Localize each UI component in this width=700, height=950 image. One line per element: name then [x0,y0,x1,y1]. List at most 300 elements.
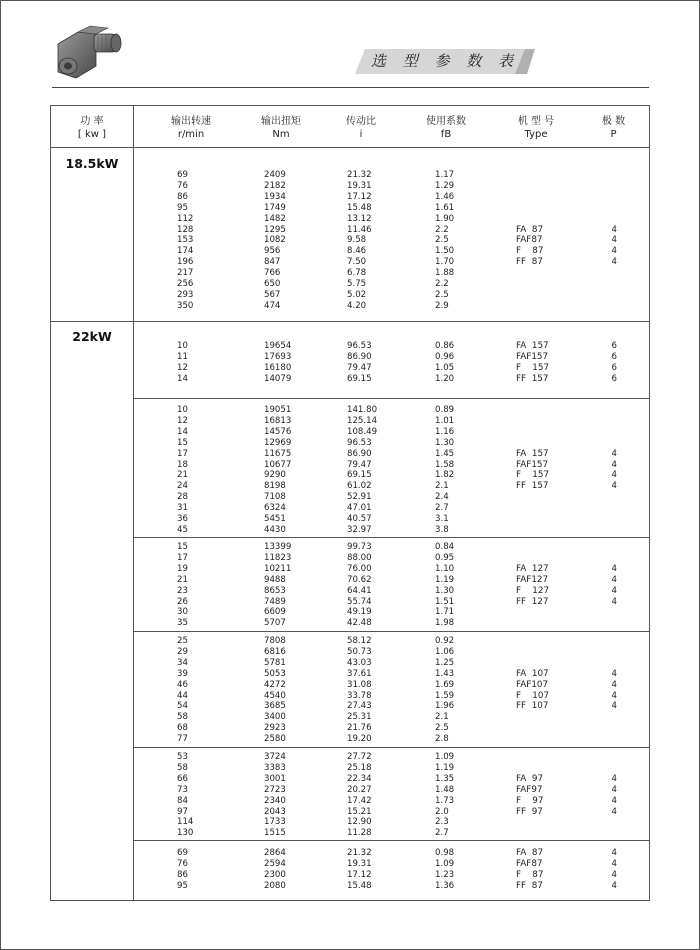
pole-cell: 4 [611,773,617,784]
speed-cell: 15 [177,437,188,448]
factor-cell: 1.10 [435,563,455,574]
torque-column [264,542,291,629]
speed-cell: 69 [177,848,188,858]
speed-cell: 174 [177,246,194,257]
factor-cell: 1.59 [435,690,455,701]
ratio-cell: 17.42 [347,795,372,806]
torque-cell: 19051 [264,405,292,415]
speed-cell: 128 [177,224,194,235]
torque-column [264,341,291,385]
torque-cell: 2340 [264,795,286,806]
torque-cell: 956 [264,246,281,257]
selection-table [50,105,650,901]
ratio-cell: 17.12 [347,869,372,880]
speed-column [177,636,188,745]
fb-column [435,752,454,839]
torque-cell: 5053 [264,668,286,679]
speed-cell: 84 [177,795,188,806]
speed-cell: 58 [177,712,188,723]
type-cell: FA 97 [516,773,544,784]
ratio-cell: 79.47 [347,362,372,373]
type-cell: FAF87 [516,235,543,246]
speed-cell: 28 [177,492,188,503]
type-cell: FA 87 [516,848,544,858]
pole-cell: 4 [611,679,617,690]
header-pole-label: 极 数 [601,116,626,127]
pole-cell: 4 [611,224,617,235]
ratio-cell: 11.46 [347,224,372,235]
pole-cell: 4 [611,585,617,596]
factor-cell: 2.5 [435,723,449,734]
type-cell: F 97 [516,795,544,806]
speed-cell: 217 [177,268,194,279]
ratio-cell: 7.50 [347,257,367,268]
speed-cell: 76 [177,858,188,869]
torque-cell: 7108 [264,492,286,503]
type-cell: FF 157 [516,373,549,384]
pole-cell: 4 [611,470,617,481]
ratio-cell: 69.15 [347,470,372,481]
torque-cell: 1515 [264,828,286,839]
type-cell: F 87 [516,246,544,257]
gear-motor-image [52,22,124,84]
torque-cell: 4272 [264,679,286,690]
torque-cell: 6816 [264,646,286,657]
torque-cell: 2300 [264,869,286,880]
ratio-cell: 61.02 [347,481,372,492]
ratio-cell: 15.48 [347,880,372,891]
header-power [51,115,133,141]
type-cell: F 157 [516,362,550,373]
pole-cell: 4 [611,806,617,817]
torque-cell: 3724 [264,752,286,762]
type-cell: FAF157 [516,351,549,362]
factor-cell: 1.25 [435,657,455,668]
page-title: 选 型 参 数 表 [370,52,520,70]
factor-cell: 1.29 [435,180,455,191]
pole-cell: 4 [611,858,617,869]
torque-cell: 17693 [264,351,292,362]
speed-cell: 17 [177,552,188,563]
ratio-cell: 47.01 [347,503,372,514]
factor-cell: 1.01 [435,415,455,426]
factor-cell: 1.90 [435,213,455,224]
torque-cell: 5451 [264,514,286,525]
factor-cell: 3.8 [435,524,449,535]
torque-cell: 1749 [264,202,286,213]
type-cell: FF 87 [516,880,543,891]
factor-cell: 1.06 [435,646,455,657]
ratio-cell: 79.47 [347,459,372,470]
header-speed-label: 输出转速 [171,116,211,127]
type-column [516,341,549,385]
speed-cell: 24 [177,481,188,492]
header-factor-label: 使用系数 [426,116,466,127]
ratio-cell: 70.62 [347,574,372,585]
header-speed-unit: r/min [177,129,205,140]
torque-column [264,636,286,745]
pole-cell: 4 [611,235,617,246]
ratio-cell: 15.21 [347,806,372,817]
header-torque-label: 输出扭矩 [261,116,301,127]
factor-cell: 2.2 [435,224,449,235]
ratio-cell: 69.15 [347,373,372,384]
ratio-cell: 19.31 [347,858,372,869]
torque-cell: 3685 [264,701,286,712]
pole-column [609,669,617,713]
ratio-cell: 20.27 [347,784,372,795]
fb-column [435,848,454,892]
type-cell: F 87 [516,869,544,880]
torque-column [264,752,286,839]
speed-cell: 95 [177,202,188,213]
torque-cell: 2182 [264,180,286,191]
speed-cell: 68 [177,723,188,734]
factor-cell: 1.43 [435,668,455,679]
torque-cell: 7489 [264,596,286,607]
pole-cell: 4 [611,596,617,607]
torque-cell: 5707 [264,618,286,629]
factor-cell: 2.7 [435,503,449,514]
factor-cell: 1.69 [435,679,455,690]
ratio-cell: 6.78 [347,268,367,279]
type-cell: FA 127 [516,563,549,574]
factor-cell: 2.1 [435,712,449,723]
torque-cell: 7808 [264,636,286,646]
pole-cell: 4 [611,668,617,679]
factor-cell: 1.70 [435,257,455,268]
ratio-cell: 13.12 [347,213,372,224]
ratio-cell: 19.20 [347,734,372,745]
type-cell: FF 127 [516,596,549,607]
speed-cell: 39 [177,668,188,679]
factor-cell: 3.1 [435,514,449,525]
speed-cell: 26 [177,596,188,607]
ratio-cell: 8.46 [347,246,367,257]
factor-cell: 2.9 [435,300,449,311]
torque-cell: 11823 [264,552,292,563]
pole-column [609,341,617,385]
pole-cell: 6 [611,341,617,351]
speed-cell: 17 [177,448,188,459]
torque-cell: 2723 [264,784,286,795]
group-divider [134,747,649,748]
pole-cell: 4 [611,246,617,257]
factor-cell: 1.23 [435,869,455,880]
type-cell: F 157 [516,470,550,481]
speed-cell: 54 [177,701,188,712]
torque-cell: 1082 [264,235,286,246]
factor-cell: 0.92 [435,636,455,646]
factor-cell: 2.4 [435,492,449,503]
torque-cell: 10211 [264,563,292,574]
speed-cell: 153 [177,235,194,246]
torque-cell: 5781 [264,657,286,668]
speed-cell: 130 [177,828,194,839]
ratio-cell: 32.97 [347,524,372,535]
speed-cell: 86 [177,191,188,202]
torque-cell: 6324 [264,503,286,514]
pole-cell: 4 [611,880,617,891]
pole-cell: 4 [611,701,617,712]
speed-cell: 95 [177,880,188,891]
factor-cell: 1.96 [435,701,455,712]
torque-cell: 9290 [264,470,286,481]
speed-column [177,405,188,536]
factor-cell: 0.86 [435,341,455,351]
group-divider [134,631,649,632]
ratio-cell: 125.14 [347,415,378,426]
factor-cell: 0.84 [435,542,455,552]
torque-cell: 474 [264,300,281,311]
type-cell: FAF87 [516,858,543,869]
factor-cell: 1.46 [435,191,455,202]
torque-cell: 1482 [264,213,286,224]
ratio-cell: 12.90 [347,817,372,828]
fb-column [435,405,454,536]
ratio-cell: 37.61 [347,668,372,679]
ratio-cell: 21.76 [347,723,372,734]
ratio-cell: 49.19 [347,607,372,618]
ratio-cell: 99.73 [347,542,372,552]
torque-cell: 10677 [264,459,292,470]
ratio-cell: 5.75 [347,279,367,290]
pole-column [609,225,617,269]
factor-cell: 1.09 [435,752,455,762]
ratio-cell: 21.32 [347,848,372,858]
ratio-cell: 4.20 [347,300,367,311]
speed-cell: 18 [177,459,188,470]
factor-cell: 1.61 [435,202,455,213]
type-cell: FAF97 [516,784,543,795]
ratio-cell: 5.02 [347,289,367,300]
torque-cell: 19654 [264,341,292,351]
factor-cell: 2.3 [435,817,449,828]
speed-column [177,752,193,839]
torque-cell: 567 [264,289,281,300]
speed-cell: 293 [177,289,194,300]
power-label: 18.5kW [65,156,119,171]
header-type-label: 机 型 号 [517,116,555,127]
pole-cell: 4 [611,459,617,470]
header-pole-unit: P [610,129,617,140]
ratio-cell: 33.78 [347,690,372,701]
type-cell: FAF157 [516,459,549,470]
torque-cell: 1733 [264,817,286,828]
factor-cell: 1.71 [435,607,455,618]
torque-cell: 11675 [264,448,292,459]
speed-cell: 45 [177,524,188,535]
header-pole [576,115,651,141]
factor-cell: 2.5 [435,289,449,300]
pole-cell: 4 [611,848,617,858]
torque-column [264,405,291,536]
ratio-column [347,636,372,745]
speed-column [177,170,193,312]
header-ratio-unit: i [359,129,363,140]
factor-cell: 1.05 [435,362,455,373]
speed-cell: 25 [177,636,188,646]
factor-cell: 1.45 [435,448,455,459]
torque-column [264,170,286,312]
speed-column [177,848,188,892]
factor-cell: 2.5 [435,235,449,246]
ratio-column [347,542,372,629]
ratio-cell: 17.12 [347,191,372,202]
fb-column [435,542,454,629]
speed-cell: 58 [177,762,188,773]
speed-cell: 66 [177,773,188,784]
torque-cell: 13399 [264,542,292,552]
type-column [516,669,549,713]
pole-column [609,848,617,892]
ratio-cell: 15.48 [347,202,372,213]
ratio-cell: 108.49 [347,426,378,437]
factor-cell: 1.19 [435,574,455,585]
type-column [516,774,543,818]
speed-cell: 44 [177,690,188,701]
speed-cell: 256 [177,279,194,290]
ratio-cell: 96.53 [347,437,372,448]
ratio-cell: 52.91 [347,492,372,503]
factor-cell: 1.30 [435,585,455,596]
type-cell: F 127 [516,585,550,596]
torque-cell: 4540 [264,690,286,701]
speed-cell: 10 [177,405,188,415]
ratio-cell: 96.53 [347,341,372,351]
type-cell: FA 157 [516,341,549,351]
speed-cell: 21 [177,574,188,585]
header-type-unit: Type [524,129,548,140]
ratio-cell: 19.31 [347,180,372,191]
group-divider [134,398,649,399]
speed-cell: 34 [177,657,188,668]
header-divider [51,147,649,148]
ratio-column [347,405,377,536]
ratio-cell: 22.34 [347,773,372,784]
type-cell: FAF127 [516,574,549,585]
ratio-cell: 86.90 [347,351,372,362]
type-cell: FF 97 [516,806,543,817]
pole-cell: 6 [611,362,617,373]
torque-cell: 2080 [264,880,286,891]
type-column [516,225,543,269]
factor-cell: 1.82 [435,470,455,481]
factor-cell: 2.2 [435,279,449,290]
torque-cell: 9488 [264,574,286,585]
speed-cell: 14 [177,426,188,437]
pole-cell: 4 [611,448,617,459]
torque-cell: 2594 [264,858,286,869]
torque-cell: 14576 [264,426,292,437]
torque-cell: 2580 [264,734,286,745]
factor-cell: 1.19 [435,762,455,773]
factor-cell: 1.48 [435,784,455,795]
type-cell: FA 87 [516,224,544,235]
speed-cell: 30 [177,607,188,618]
pole-cell: 4 [611,257,617,268]
factor-cell: 1.98 [435,618,455,629]
torque-cell: 847 [264,257,281,268]
ratio-cell: 55.74 [347,596,372,607]
header-power-label: 功 率 [80,116,104,127]
speed-cell: 350 [177,300,194,311]
factor-cell: 1.09 [435,858,455,869]
torque-cell: 4430 [264,524,286,535]
section-divider [51,321,649,322]
factor-cell: 2.1 [435,481,449,492]
top-rule [52,87,649,88]
column-divider [133,106,134,900]
torque-column [264,848,286,892]
speed-cell: 73 [177,784,188,795]
torque-cell: 650 [264,279,281,290]
speed-cell: 12 [177,415,188,426]
torque-cell: 3383 [264,762,286,773]
type-cell: FA 107 [516,668,549,679]
header-ratio-label: 传动比 [346,116,376,127]
type-cell: FF 157 [516,481,549,492]
torque-cell: 2864 [264,848,286,858]
ratio-cell: 42.48 [347,618,372,629]
ratio-cell: 25.31 [347,712,372,723]
factor-cell: 1.17 [435,170,455,180]
speed-cell: 114 [177,817,194,828]
ratio-cell: 43.03 [347,657,372,668]
factor-cell: 0.95 [435,552,455,563]
factor-cell: 1.88 [435,268,455,279]
torque-cell: 1295 [264,224,286,235]
type-cell: FA 157 [516,448,549,459]
torque-cell: 3400 [264,712,286,723]
factor-cell: 1.35 [435,773,455,784]
ratio-cell: 64.41 [347,585,372,596]
factor-cell: 1.73 [435,795,455,806]
fb-column [435,341,454,385]
type-cell: FF 107 [516,701,549,712]
pole-cell: 4 [611,690,617,701]
ratio-cell: 27.72 [347,752,372,762]
speed-cell: 31 [177,503,188,514]
group-divider [134,840,649,841]
header-type [496,115,576,141]
speed-cell: 53 [177,752,188,762]
factor-cell: 2.7 [435,828,449,839]
ratio-column [347,848,372,892]
type-column [516,564,549,608]
header-factor-unit: fB [440,129,452,140]
factor-cell: 2.8 [435,734,449,745]
speed-cell: 36 [177,514,188,525]
factor-cell: 1.58 [435,459,455,470]
ratio-column [347,752,372,839]
factor-cell: 1.50 [435,246,455,257]
group-divider [134,537,649,538]
ratio-cell: 50.73 [347,646,372,657]
factor-cell: 0.98 [435,848,455,858]
ratio-cell: 31.08 [347,679,372,690]
pole-cell: 4 [611,784,617,795]
ratio-cell: 76.00 [347,563,372,574]
speed-cell: 35 [177,618,188,629]
header-factor [406,115,486,141]
pole-cell: 6 [611,351,617,362]
torque-cell: 12969 [264,437,292,448]
factor-cell: 0.89 [435,405,455,415]
ratio-column [347,170,372,312]
torque-cell: 16180 [264,362,292,373]
factor-cell: 1.36 [435,880,455,891]
